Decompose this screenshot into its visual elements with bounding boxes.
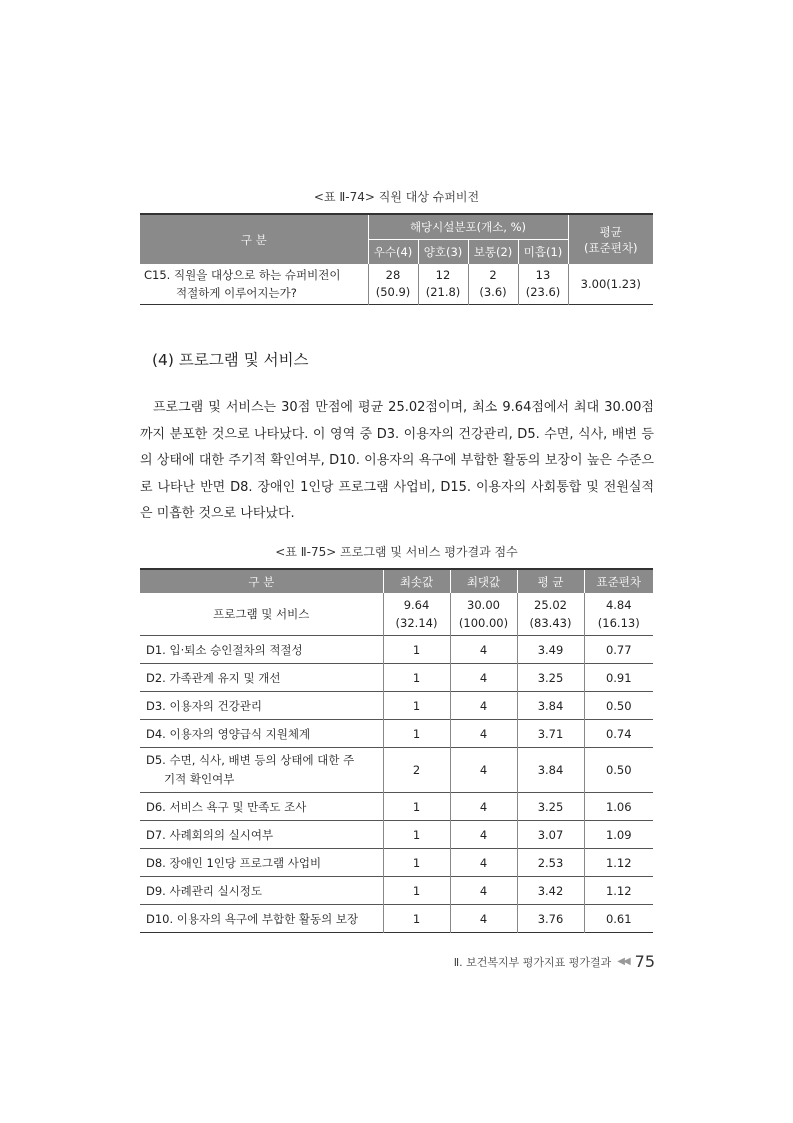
table-75-cell: 1	[383, 636, 450, 664]
table-74-cell: 2 (3.6)	[468, 264, 518, 305]
table-75-cell: 3.71	[517, 720, 584, 748]
table-75-item-label: D6. 서비스 욕구 및 만족도 조사	[140, 793, 383, 821]
table-75-cell: 4	[450, 748, 517, 793]
arrow-left-icon: ◀◀	[617, 956, 629, 967]
table-75-cell: 4	[450, 636, 517, 664]
table-74	[140, 213, 653, 305]
table-74-header-average: 평균 (표준편차)	[568, 214, 653, 264]
table-74-header-category: 구 분	[140, 214, 368, 264]
table-75-cell: 1.12	[584, 849, 653, 877]
table-74-grade-col: 우수(4)	[368, 240, 418, 265]
table-75-cell: 30.00 (100.00)	[450, 593, 517, 636]
section-heading: (4) 프로그램 및 서비스	[152, 351, 309, 369]
table-75-cell: 2.53	[517, 849, 584, 877]
table-75-item-label: D10. 이용자의 욕구에 부합한 활동의 보장	[140, 905, 383, 933]
table-75-cell: 1.09	[584, 821, 653, 849]
table-row	[140, 264, 653, 305]
table-75-cell: 4	[450, 877, 517, 905]
table-75-item-label: D4. 이용자의 영양급식 지원체계	[140, 720, 383, 748]
table-74-cell: 28 (50.9)	[368, 264, 418, 305]
table-row	[140, 821, 653, 849]
table-75-header-mean: 평 균	[517, 569, 584, 593]
table-75-cell: 3.25	[517, 793, 584, 821]
table-74-cell: 13 (23.6)	[518, 264, 568, 305]
table-75-cell: 4.84 (16.13)	[584, 593, 653, 636]
table-75-cell: 0.50	[584, 748, 653, 793]
table-75-cell: 4	[450, 849, 517, 877]
table-75-header-min: 최솟값	[383, 569, 450, 593]
table-75-caption: <표 Ⅱ-75> 프로그램 및 서비스 평가결과 점수	[275, 545, 518, 559]
table-row	[140, 905, 653, 933]
table-75-item-label: D7. 사례회의의 실시여부	[140, 821, 383, 849]
table-75-cell: 1	[383, 849, 450, 877]
table-74-grade-col: 양호(3)	[418, 240, 468, 265]
table-75-cell: 0.74	[584, 720, 653, 748]
table-row	[140, 636, 653, 664]
body-paragraph: 프로그램 및 서비스는 30점 만점에 평균 25.02점이며, 최소 9.64점에서 최대 30.00점까지 분포한 것으로 나타났다. 이 영역 중 D3. 이용자의 건강관리, D5. 수면, 식사, 배변 등의 상태에 대한 주기적 확인여부, D10. 이용자의 욕구에 부합한 활동의 보장이 높은 수준으로 나타난 반면 D8. 장애인 1인당 프로그램 사업비, D15. 이용자의 사회통합 및 전원실적은 미흡한 것으로 나타났다.	[140, 400, 654, 521]
table-row	[140, 664, 653, 692]
table-74-header-distribution: 해당시설분포(개소, %)	[368, 214, 568, 240]
table-75-cell: 3.84	[517, 748, 584, 793]
table-75-item-label: D9. 사례관리 실시정도	[140, 877, 383, 905]
table-75-cell: 0.77	[584, 636, 653, 664]
table-75-cell: 3.76	[517, 905, 584, 933]
table-75-header-sd: 표준편차	[584, 569, 653, 593]
table-75-item-label: D2. 가족관계 유지 및 개선	[140, 664, 383, 692]
table-75-cell: 1	[383, 692, 450, 720]
table-75-cell: 3.49	[517, 636, 584, 664]
table-75-cell: 0.50	[584, 692, 653, 720]
table-75-cell: 3.42	[517, 877, 584, 905]
table-row	[140, 720, 653, 748]
table-74-grade-col: 미흡(1)	[518, 240, 568, 265]
table-75-cell: 4	[450, 692, 517, 720]
table-75-cell: 1.12	[584, 877, 653, 905]
table-75-cell: 0.61	[584, 905, 653, 933]
page-footer	[454, 952, 655, 971]
table-75-cell: 1.06	[584, 793, 653, 821]
table-75-cell: 4	[450, 664, 517, 692]
table-75-item-label: D5. 수면, 식사, 배변 등의 상태에 대한 주 기적 확인여부	[140, 748, 383, 793]
table-75-cell: 4	[450, 793, 517, 821]
table-75-cell: 1	[383, 720, 450, 748]
table-74-cell: 12 (21.8)	[418, 264, 468, 305]
table-75-item-label: D3. 이용자의 건강관리	[140, 692, 383, 720]
table-75-item-label: D1. 입‧퇴소 승인절차의 적절성	[140, 636, 383, 664]
page-number: 75	[634, 952, 655, 971]
table-75-item-label: D8. 장애인 1인당 프로그램 사업비	[140, 849, 383, 877]
table-74-item-label: C15. 직원을 대상으로 하는 슈퍼비전이 적절하게 이루어지는가?	[144, 268, 341, 300]
table-75-cell: 1	[383, 821, 450, 849]
table-74-caption: <표 Ⅱ-74> 직원 대상 슈퍼비전	[313, 190, 480, 204]
table-75-cell: 4	[450, 821, 517, 849]
table-row	[140, 593, 653, 636]
table-74-average-cell: 3.00(1.23)	[568, 264, 653, 305]
table-row	[140, 793, 653, 821]
table-75-overall-label: 프로그램 및 서비스	[213, 607, 310, 621]
table-75-cell: 2	[383, 748, 450, 793]
table-75-cell: 1	[383, 877, 450, 905]
table-75-cell: 3.84	[517, 692, 584, 720]
table-75-cell: 1	[383, 664, 450, 692]
table-75	[140, 568, 653, 933]
table-75-cell: 25.02 (83.43)	[517, 593, 584, 636]
table-row	[140, 849, 653, 877]
table-75-header-max: 최댓값	[450, 569, 517, 593]
table-row	[140, 748, 653, 793]
table-74-grade-col: 보통(2)	[468, 240, 518, 265]
table-75-cell: 4	[450, 905, 517, 933]
table-row	[140, 692, 653, 720]
table-75-cell: 1	[383, 793, 450, 821]
table-75-cell: 1	[383, 905, 450, 933]
table-row	[140, 877, 653, 905]
table-75-cell: 9.64 (32.14)	[383, 593, 450, 636]
table-75-cell: 3.07	[517, 821, 584, 849]
footer-section-title: Ⅱ. 보건복지부 평가지표 평가결과	[453, 955, 612, 969]
table-75-cell: 3.25	[517, 664, 584, 692]
table-75-cell: 0.91	[584, 664, 653, 692]
table-75-cell: 4	[450, 720, 517, 748]
table-75-header-category: 구 분	[140, 569, 383, 593]
